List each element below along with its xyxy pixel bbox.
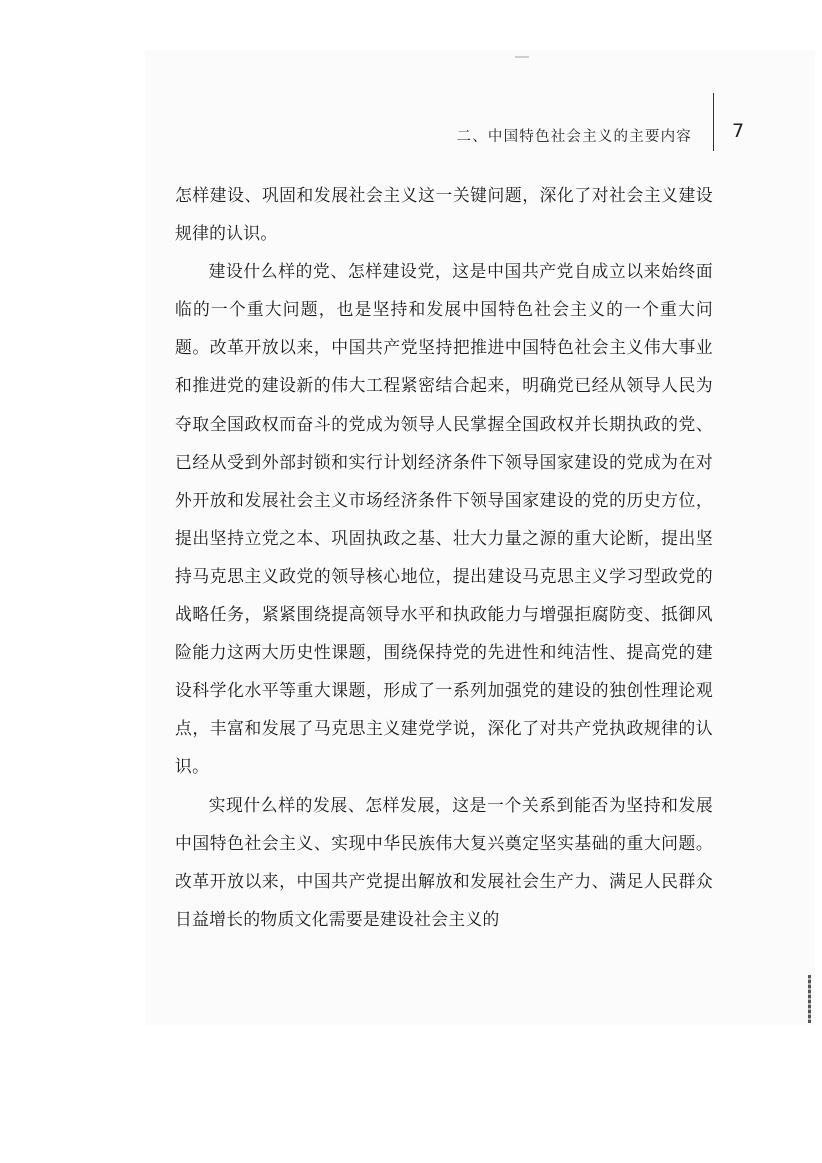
scan-edge-mark — [808, 975, 811, 1023]
paragraph-party-building: 建设什么样的党、怎样建设党，这是中国共产党自成立以来始终面临的一个重大问题，也是坚持和发展中国特色社会主义的一个重大问题。改革开放以来，中国共产党坚持把推进中国特色社会主义伟大事业和推进党的建设新的伟大工程紧密结合起来，明确党已经从领导人民为夺取全国政权而奋斗的党成为领导人民掌握全国政权并长期执政的党、已经从受到外部封锁和实行计划经济条件下领导国家建设的党成为在对外开放和发展社会主义市场经济条件下领导国家建设的党的历史方位，提出坚持立党之本、巩固执政之基、壮大力量之源的重大论断，提出坚持马克思主义政党的领导核心地位，提出建设马克思主义学习型政党的战略任务，紧紧围绕提高领导水平和执政能力与增强拒腐防变、抵御风险能力这两大历史性课题，围绕保持党的先进性和纯洁性、提高党的建设科学化水平等重大课题，形成了一系列加强党的建设的独创性理论观点，丰富和发展了马克思主义建党学说，深化了对共产党执政规律的认识。 — [175, 261, 713, 777]
page-number: 7 — [732, 120, 745, 142]
paragraph-development: 实现什么样的发展、怎样发展，这是一个关系到能否为坚持和发展中国特色社会主义、实现中华民族伟大复兴奠定坚实基础的重大问题。改革开放以来，中国共产党提出解放和发展社会生产力、满足人民群众日益增长的物质文化需要是建设社会主义的 — [175, 794, 713, 929]
running-head: 二、中国特色社会主义的主要内容 — [456, 129, 692, 145]
body-text — [175, 176, 713, 938]
header-divider — [713, 93, 714, 151]
paragraph-continuation: 怎样建设、巩固和发展社会主义这一关键问题，深化了对社会主义建设规律的认识。 — [175, 185, 713, 244]
scan-speck — [515, 56, 529, 58]
